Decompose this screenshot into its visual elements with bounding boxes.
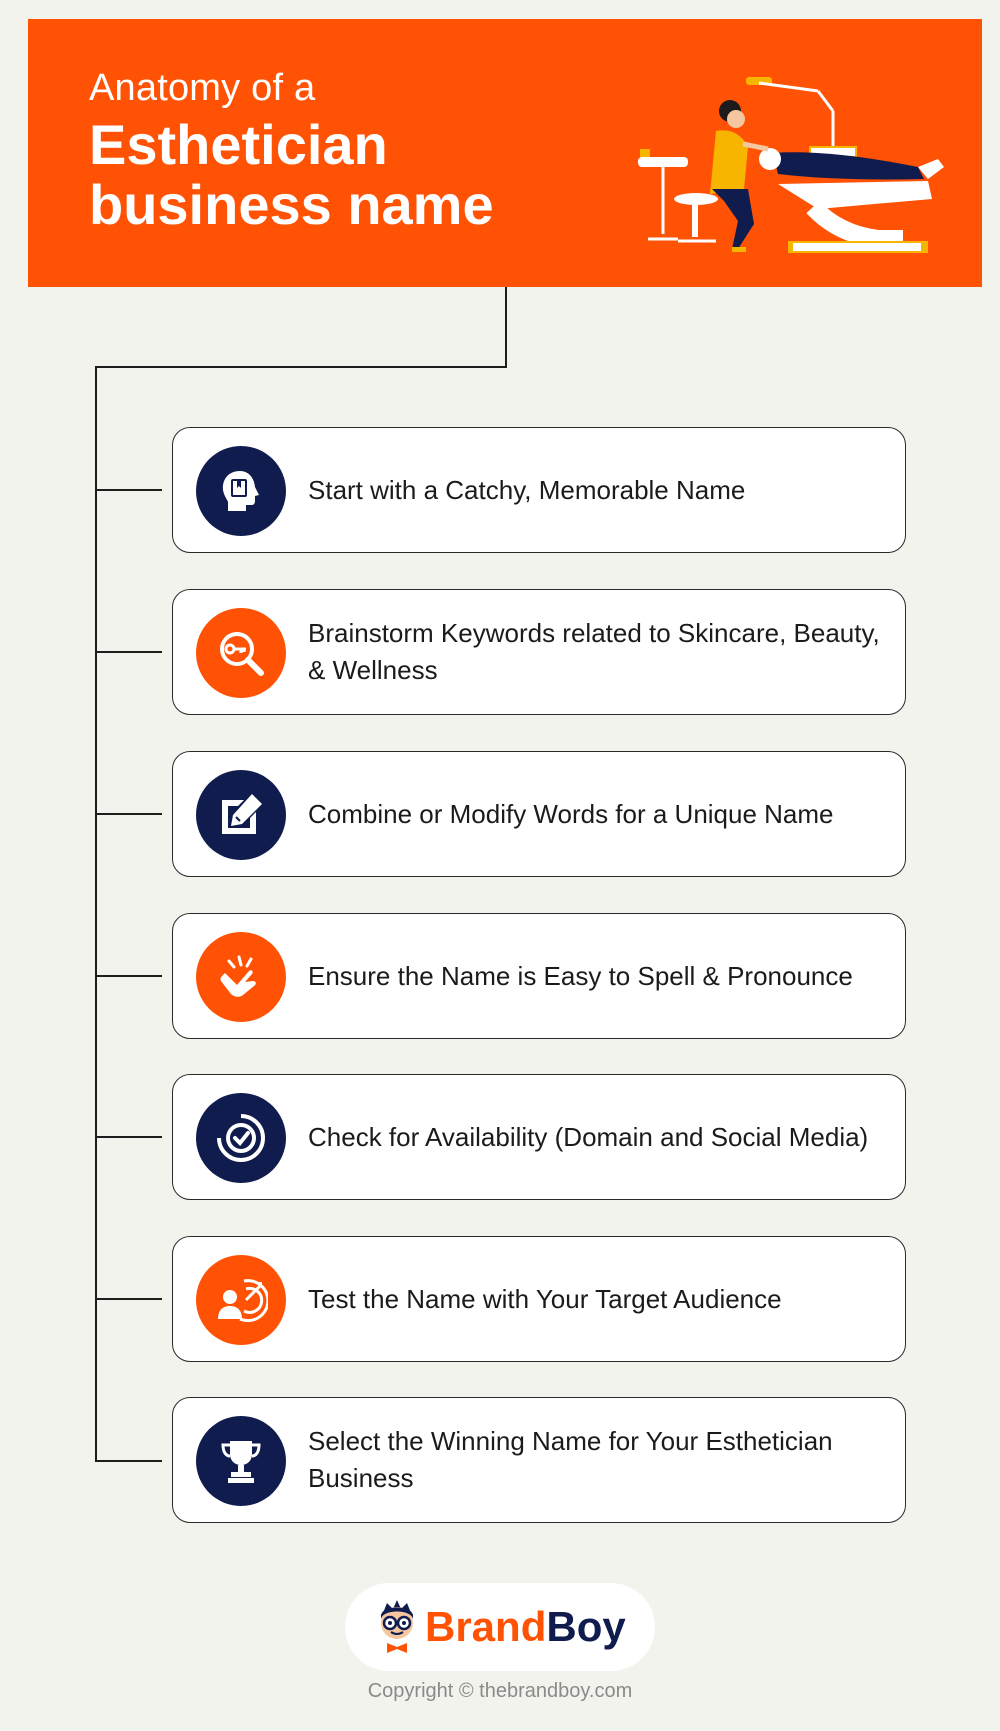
connector-branch [95,975,162,977]
step-text: Ensure the Name is Easy to Spell & Pronounce [308,960,853,991]
step-card-7 [172,1397,906,1523]
connector-vertical-top [505,287,507,368]
connector-branch [95,1298,162,1300]
edit-pencil-icon [196,770,286,860]
finger-snap-icon [196,932,286,1022]
connector-horizontal-top [95,366,507,368]
step-card-5 [172,1074,906,1200]
head-book-icon [196,446,286,536]
step-text: Check for Availability (Domain and Social Media) [308,1121,869,1152]
step-card-1 [172,427,906,553]
step-card-6 [172,1236,906,1362]
step-text: Test the Name with Your Target Audience [308,1283,782,1314]
key-search-icon [196,608,286,698]
step-card-2 [172,589,906,715]
logo-brand-text: Brand [425,1603,547,1650]
connector-branch [95,813,162,815]
connector-branch [95,1136,162,1138]
connector-branch [95,489,162,491]
step-text: Brainstorm Keywords related to Skincare, Beauty, & Wellness [308,618,880,685]
step-text: Combine or Modify Words for a Unique Name [308,798,834,829]
trophy-icon [196,1416,286,1506]
audience-target-icon [196,1255,286,1345]
connector-branch [95,1460,162,1462]
title-line-2: business name [89,173,494,236]
logo-wordmark [425,1599,626,1655]
title-line-1: Esthetician [89,113,388,176]
title-prefix: Anatomy of a [89,67,316,109]
copyright-text: Copyright © thebrandboy.com [367,1680,633,1702]
logo-boy-text: Boy [546,1603,626,1650]
page-title [89,115,494,235]
connector-branch [95,651,162,653]
mascot-icon [375,1597,419,1659]
esthetician-illustration [628,49,958,269]
check-circle-icon [196,1093,286,1183]
connector-trunk [95,366,97,1461]
step-text: Select the Winning Name for Your Esthetician Business [308,1426,833,1493]
step-card-4 [172,913,906,1039]
header-banner [28,19,982,287]
brandboy-logo [345,1583,655,1671]
step-text: Start with a Catchy, Memorable Name [308,474,746,505]
step-card-3 [172,751,906,877]
